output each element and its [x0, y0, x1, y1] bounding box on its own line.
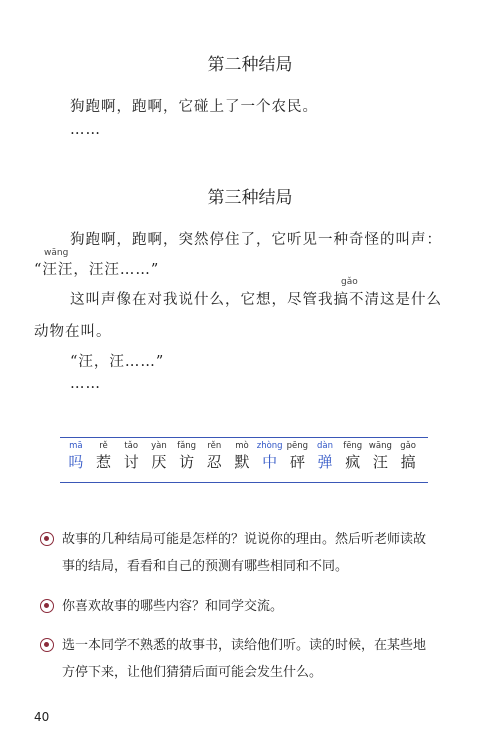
vocab-pinyin: rěn	[207, 441, 222, 451]
section2-ellipsis: ……	[70, 122, 101, 138]
vocab-item	[311, 440, 339, 472]
vocab-item	[228, 440, 256, 472]
question-3-line-a: 选一本同学不熟悉的故事书，读给他们听。读的时候，在某些地	[62, 638, 427, 653]
question-3-line-b: 方停下来，让他们猜猜后面可能会发生什么。	[62, 665, 323, 680]
vocab-character: 惹	[96, 453, 112, 471]
vocab-item	[145, 440, 173, 472]
vocab-pinyin: zhòng	[256, 441, 283, 451]
section3-line2: “汪汪，汪汪……”	[34, 262, 160, 278]
question-3	[40, 632, 470, 686]
vocab-pinyin: fēng	[343, 441, 363, 451]
vocab-character: 砰	[289, 453, 305, 471]
vocab-item	[173, 440, 201, 472]
section3-ellipsis: ……	[70, 376, 101, 392]
vocab-character: 中	[262, 453, 278, 471]
page-number: 40	[34, 710, 50, 724]
vocab-item	[339, 440, 367, 472]
vocab-bottom-rule	[60, 482, 428, 483]
vocab-pinyin: tǎo	[124, 441, 139, 451]
section2-line1: 狗跑啊，跑啊，它碰上了一个农民。	[70, 99, 318, 115]
vocab-item	[367, 440, 395, 472]
vocab-top-rule	[60, 437, 428, 438]
vocab-item	[256, 440, 284, 472]
section3-title: 第三种结局	[207, 188, 293, 208]
vocab-character: 默	[234, 453, 250, 471]
vocab-pinyin: dàn	[317, 441, 334, 451]
vocab-pinyin: yàn	[151, 441, 167, 451]
vocab-character: 忍	[206, 453, 222, 471]
vocab-character: 讨	[123, 453, 139, 471]
vocab-strip	[62, 440, 422, 472]
vocab-character: 弹	[317, 453, 333, 471]
vocab-pinyin: mò	[235, 441, 249, 451]
vocab-item	[62, 440, 90, 472]
vocab-character: 汪	[372, 453, 388, 471]
vocab-pinyin: mā	[69, 441, 83, 451]
section3-line3: 这叫声像在对我说什么，它想，尽管我搞不清这是什么	[70, 292, 442, 308]
section3-line5: “汪，汪……”	[70, 354, 165, 370]
section2-title: 第二种结局	[207, 55, 293, 75]
vocab-item	[117, 440, 145, 472]
section3-line4: 动物在叫。	[34, 324, 112, 340]
vocab-pinyin: fǎng	[177, 441, 197, 451]
question-1-line-a: 故事的几种结局可能是怎样的？说说你的理由。然后听老师读故	[62, 532, 427, 547]
vocab-character: 厌	[151, 453, 167, 471]
vocab-pinyin: wāng	[368, 441, 392, 451]
vocab-character: 疯	[345, 453, 361, 471]
vocab-item	[90, 440, 118, 472]
question-2	[40, 593, 470, 620]
vocab-character: 吗	[68, 453, 84, 471]
section3-line1: 狗跑啊，跑啊，突然停住了，它听见一种奇怪的叫声：	[70, 232, 442, 248]
question-1	[40, 526, 470, 580]
vocab-item	[284, 440, 312, 472]
question-2-line: 你喜欢故事的哪些内容？和同学交流。	[62, 599, 284, 614]
question-bullet-icon	[40, 532, 54, 546]
vocab-character: 搞	[400, 453, 416, 471]
vocab-pinyin: rě	[99, 441, 108, 451]
question-1-line-b: 事的结局，看看和自己的预测有哪些相同和不同。	[62, 559, 349, 574]
section3-line3-pinyin: gǎo	[341, 277, 358, 287]
section3-line2-pinyin: wāng	[44, 248, 69, 258]
question-bullet-icon	[40, 638, 54, 652]
vocab-character: 访	[179, 453, 195, 471]
vocab-item	[200, 440, 228, 472]
vocab-pinyin: gǎo	[400, 441, 416, 451]
question-bullet-icon	[40, 599, 54, 613]
vocab-item	[394, 440, 422, 472]
vocab-pinyin: pēng	[286, 441, 309, 451]
